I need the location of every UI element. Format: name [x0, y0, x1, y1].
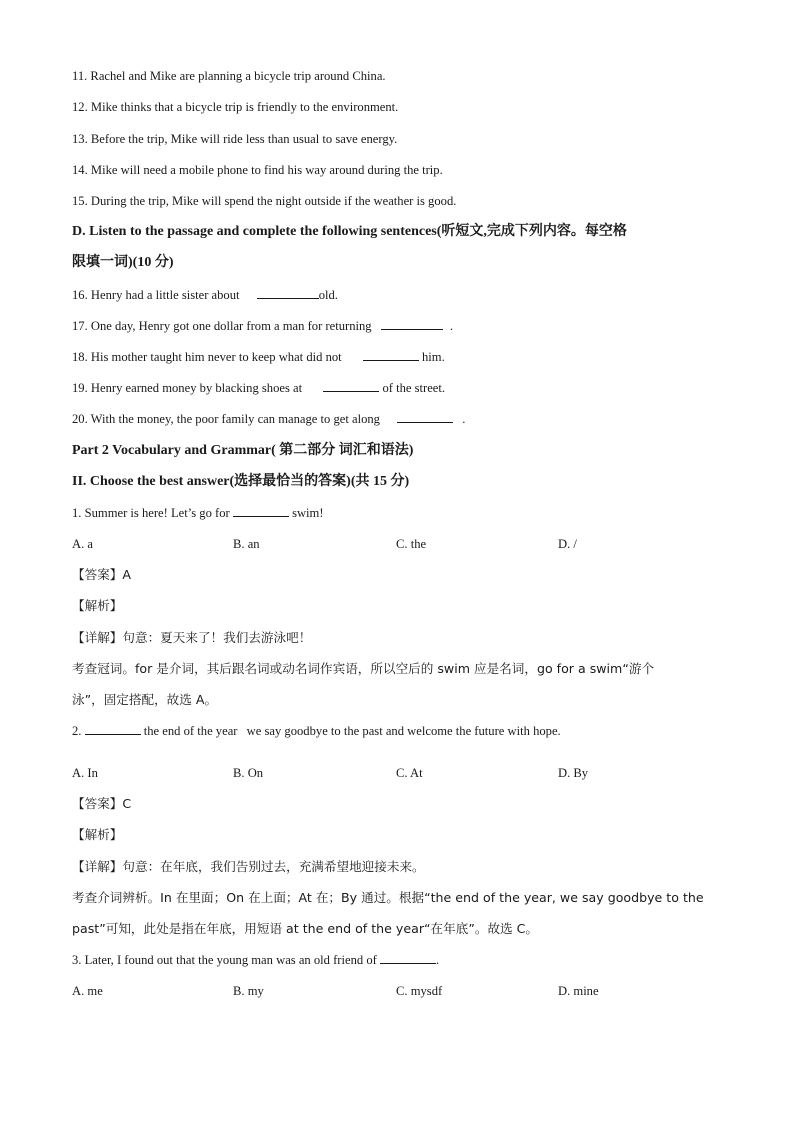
statement-14: 14. Mike will need a mobile phone to find his way around during the trip. [72, 163, 443, 177]
question-3-option-a: A. me [72, 984, 103, 998]
statement-11: 11. Rachel and Mike are planning a bicycle trip around China. [72, 69, 386, 83]
question-2-option-b: B. On [233, 766, 264, 780]
section-d-heading-cont: 限填一词)(10 分) [72, 255, 174, 270]
question-1-option-d: D. / [558, 537, 577, 551]
sentence-18-start: 18. His mother taught him never to keep what did not [72, 350, 342, 364]
sentence-17-end: . [449, 319, 454, 333]
question-1-stem-end: swim! [292, 506, 324, 520]
sentence-19-end: of the street. [382, 381, 446, 395]
question-2-explanation: 考查介词辨析。In 在里面；On 在上面；At 在；By 通过。根据“the end of the year, we say goodbye to the [72, 890, 704, 905]
question-2-option-d: D. By [558, 766, 589, 780]
blank-18 [363, 349, 419, 361]
sentence-16-start: 16. Henry had a little sister about [72, 288, 240, 302]
question-2-answer: 【答案】C [72, 796, 132, 811]
part2-title: Part 2 Vocabulary and Grammar( 第二部分 词汇和语法) [72, 443, 414, 458]
question-3-option-c: C. mysdf [396, 984, 443, 998]
sentence-20-end: . [462, 412, 466, 426]
question-1-analysis-label: 【解析】 [72, 598, 123, 613]
sentence-19 [72, 380, 445, 396]
question-2-detail: 【详解】句意：在年底，我们告别过去，充满希望地迎接未来。 [72, 859, 425, 874]
blank-20 [397, 411, 453, 423]
section-ii-heading: II. Choose the best answer(选择最恰当的答案)(共 15 分) [72, 474, 410, 489]
question-2-stem-middle: the end of the year [143, 724, 238, 738]
question-3-option-b: B. my [233, 984, 264, 998]
sentence-19-start: 19. Henry earned money by blacking shoes at [72, 381, 303, 395]
question-3-option-d: D. mine [558, 984, 599, 998]
sentence-17 [72, 318, 453, 334]
blank-16 [257, 287, 319, 299]
statement-15: 15. During the trip, Mike will spend the night outside if the weather is good. [72, 194, 457, 208]
question-3-stem-start: 3. Later, I found out that the young man was an old friend of [72, 953, 377, 967]
question-1-stem [72, 505, 324, 521]
blank-17 [381, 318, 443, 330]
sentence-18 [72, 349, 445, 365]
question-1-blank [233, 505, 289, 517]
question-3-blank [380, 952, 436, 964]
section-d-heading: D. Listen to the passage and complete the following sentences(听短文,完成下列内容。每空格 [72, 224, 627, 239]
question-2-stem [72, 723, 561, 739]
question-1-option-a: A. a [72, 537, 93, 551]
question-2-option-a: A. In [72, 766, 98, 780]
sentence-16 [72, 287, 338, 303]
question-1-option-c: C. the [396, 537, 427, 551]
question-2-number: 2. [72, 724, 82, 738]
question-2-option-c: C. At [396, 766, 423, 780]
question-2-analysis-label: 【解析】 [72, 827, 123, 842]
question-2-blank [85, 723, 141, 735]
question-1-option-b: B. an [233, 537, 260, 551]
sentence-20 [72, 411, 465, 427]
question-3-stem-end: . [435, 953, 440, 967]
statement-13: 13. Before the trip, Mike will ride less than usual to save energy. [72, 132, 398, 146]
sentence-20-start: 20. With the money, the poor family can manage to get along [72, 412, 380, 426]
question-1-explanation-cont: 泳”，固定搭配，故选 A。 [72, 692, 218, 707]
question-1-detail: 【详解】句意：夏天来了！我们去游泳吧！ [72, 630, 312, 645]
statement-12: 12. Mike thinks that a bicycle trip is friendly to the environment. [72, 100, 399, 114]
question-1-answer: 【答案】A [72, 567, 131, 582]
sentence-18-end: him. [421, 350, 445, 364]
sentence-16-end: old. [318, 288, 338, 302]
question-2-stem-end: we say goodbye to the past and welcome the future with hope. [246, 724, 561, 738]
sentence-17-start: 17. One day, Henry got one dollar from a man for returning [72, 319, 372, 333]
question-1-stem-start: 1. Summer is here! Let’s go for [72, 506, 230, 520]
question-1-explanation: 考查冠词。for 是介词，其后跟名词或动名词作宾语，所以空后的 swim 应是名词，go for a swim“游个 [72, 661, 655, 676]
blank-19 [323, 380, 379, 392]
question-2-explanation-cont: past”可知，此处是指在年底，用短语 at the end of the year“在年底”。故选 C。 [72, 921, 539, 936]
question-3-stem [72, 952, 439, 968]
